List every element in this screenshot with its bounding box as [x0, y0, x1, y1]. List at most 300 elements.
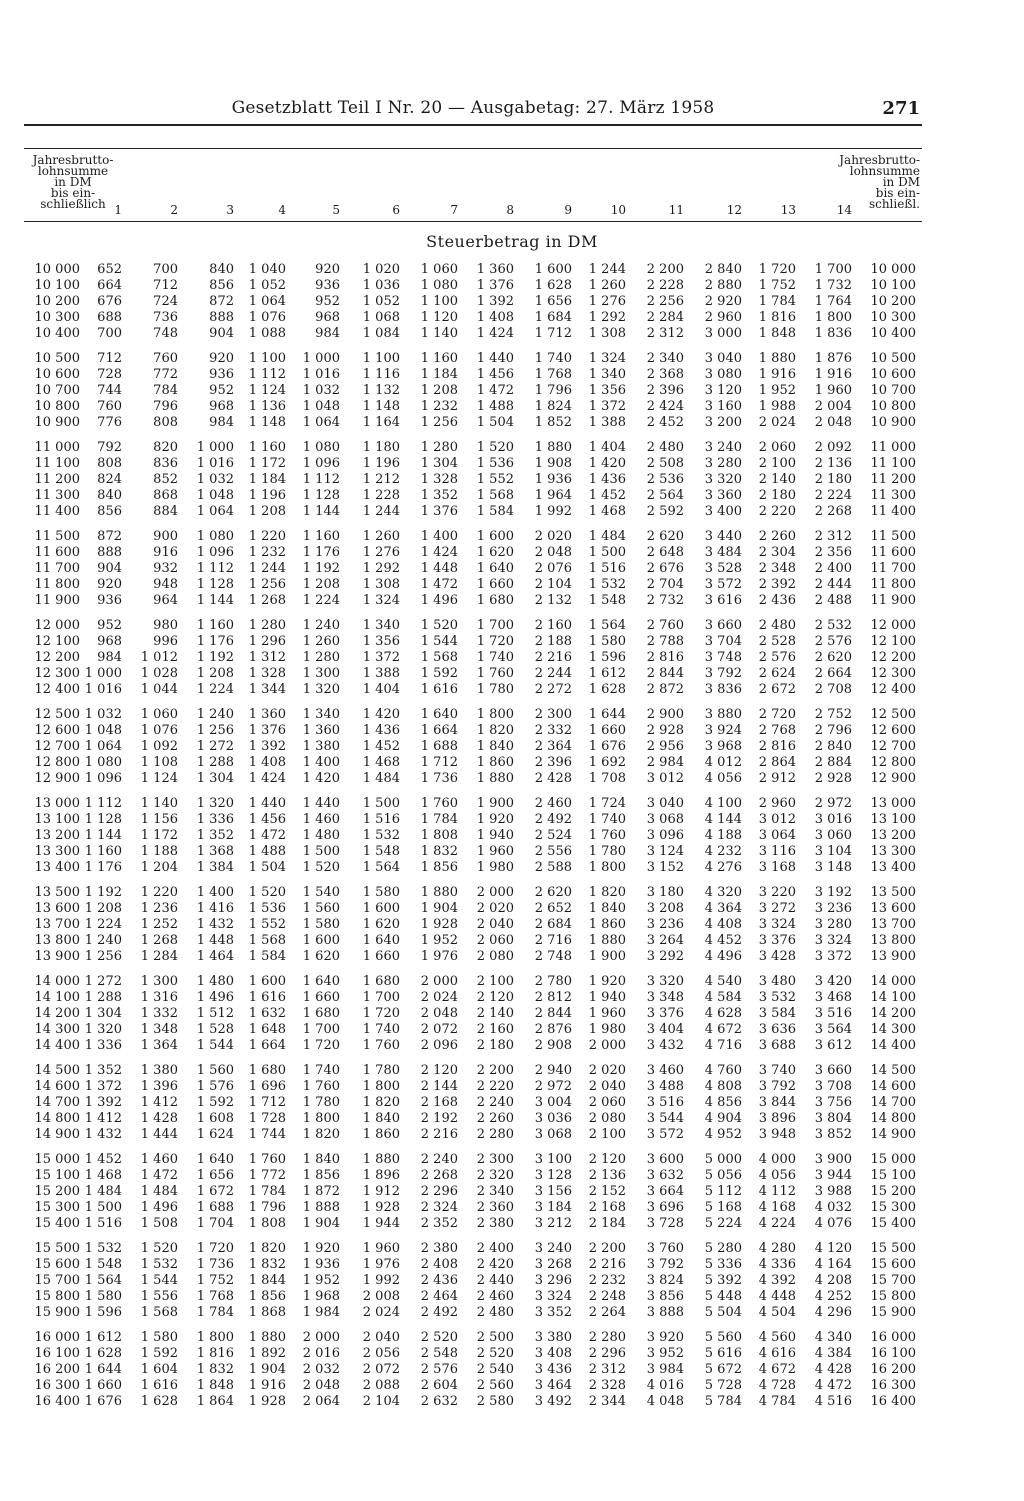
- tax-cell: 4 164: [814, 1257, 852, 1272]
- tax-cell: 3 420: [814, 974, 852, 989]
- tax-cell: 1 184: [420, 367, 458, 382]
- tax-cell: 2 180: [814, 472, 852, 487]
- tax-cell: 4 056: [758, 1168, 796, 1183]
- tax-cell: 2 380: [476, 1216, 514, 1231]
- tax-cell: 1 160: [196, 618, 234, 633]
- tax-cell: 1 112: [84, 796, 122, 811]
- tax-cell: 1 496: [196, 990, 234, 1005]
- table-row: [0, 326, 1024, 342]
- income-cell-right: 14 300: [870, 1022, 916, 1037]
- table-row: [0, 812, 1024, 828]
- table-row: [0, 650, 1024, 666]
- tax-cell: 968: [209, 399, 234, 414]
- tax-cell: 2 536: [646, 472, 684, 487]
- income-cell-right: 15 100: [870, 1168, 916, 1183]
- tax-cell: 1 272: [84, 974, 122, 989]
- income-cell: 12 600: [34, 723, 80, 738]
- tax-cell: 3 156: [534, 1184, 572, 1199]
- tax-cell: 1 404: [588, 440, 626, 455]
- tax-cell: 1 660: [476, 577, 514, 592]
- tax-cell: 1 444: [140, 1127, 178, 1142]
- tax-cell: 784: [153, 383, 178, 398]
- tax-cell: 868: [153, 488, 178, 503]
- tax-cell: 2 180: [758, 488, 796, 503]
- tax-cell: 3 064: [758, 828, 796, 843]
- tax-cell: 1 920: [588, 974, 626, 989]
- tax-cell: 3 016: [814, 812, 852, 827]
- tax-cell: 2 348: [758, 561, 796, 576]
- tax-cell: 1 048: [84, 723, 122, 738]
- tax-cell: 3 036: [534, 1111, 572, 1126]
- tax-cell: 2 672: [758, 682, 796, 697]
- tax-cell: 1 412: [84, 1111, 122, 1126]
- tax-cell: 1 468: [84, 1168, 122, 1183]
- tax-cell: 1 644: [84, 1362, 122, 1377]
- income-cell: 13 700: [34, 917, 80, 932]
- tax-cell: 3 748: [704, 650, 742, 665]
- table-row: [0, 399, 1024, 415]
- tax-cell: 2 144: [420, 1079, 458, 1094]
- tax-cell: 1 432: [196, 917, 234, 932]
- tax-cell: 1 732: [814, 278, 852, 293]
- tax-cell: 4 452: [704, 933, 742, 948]
- tax-cell: 1 692: [588, 755, 626, 770]
- tax-cell: 2 652: [534, 901, 572, 916]
- tax-cell: 1 172: [140, 828, 178, 843]
- tax-cell: 4 428: [814, 1362, 852, 1377]
- tax-cell: 1 712: [420, 755, 458, 770]
- tax-cell: 2 272: [534, 682, 572, 697]
- income-cell: 14 100: [34, 990, 80, 1005]
- income-cell-right: 14 200: [870, 1006, 916, 1021]
- tax-cell: 1 852: [534, 415, 572, 430]
- tax-cell: 3 060: [814, 828, 852, 843]
- tax-cell: 1 176: [302, 545, 340, 560]
- tax-cell: 1 240: [196, 707, 234, 722]
- tax-cell: 1 544: [196, 1038, 234, 1053]
- income-cell-right: 13 200: [870, 828, 916, 843]
- tax-cell: 1 940: [588, 990, 626, 1005]
- table-row: [0, 634, 1024, 650]
- tax-cell: 3 068: [534, 1127, 572, 1142]
- tax-cell: 1 420: [588, 456, 626, 471]
- tax-cell: 1 592: [196, 1095, 234, 1110]
- table-subtitle: Steuerbetrag in DM: [426, 232, 598, 251]
- tax-cell: 1 280: [248, 618, 286, 633]
- tax-cell: 728: [97, 367, 122, 382]
- income-cell-right: 15 600: [870, 1257, 916, 1272]
- income-cell-right: 15 300: [870, 1200, 916, 1215]
- tax-cell: 2 312: [646, 326, 684, 341]
- tax-cell: 1 384: [196, 860, 234, 875]
- income-label-right-line: schließl.: [868, 197, 920, 211]
- tax-cell: 3 988: [814, 1184, 852, 1199]
- tax-cell: 2 060: [758, 440, 796, 455]
- income-cell: 11 200: [34, 472, 80, 487]
- tax-cell: 1 760: [420, 796, 458, 811]
- tax-cell: 2 664: [814, 666, 852, 681]
- tax-cell: 2 440: [476, 1273, 514, 1288]
- tax-cell: 1 700: [362, 990, 400, 1005]
- tax-cell: 1 472: [420, 577, 458, 592]
- tax-cell: 1 376: [248, 723, 286, 738]
- tax-cell: 872: [209, 294, 234, 309]
- tax-cell: 2 040: [476, 917, 514, 932]
- tax-cell: 1 628: [84, 1346, 122, 1361]
- tax-cell: 3 704: [704, 634, 742, 649]
- tax-cell: 1 864: [196, 1394, 234, 1409]
- tax-cell: 4 560: [758, 1330, 796, 1345]
- tax-cell: 1 000: [302, 351, 340, 366]
- tax-cell: 1 740: [362, 1022, 400, 1037]
- tax-cell: 1 480: [196, 974, 234, 989]
- tax-cell: 2 296: [588, 1346, 626, 1361]
- table-row: [0, 723, 1024, 739]
- tax-cell: 1 488: [248, 844, 286, 859]
- tax-cell: 3 600: [646, 1152, 684, 1167]
- tax-cell: 1 288: [84, 990, 122, 1005]
- tax-cell: 1 620: [362, 917, 400, 932]
- tax-cell: 3 564: [814, 1022, 852, 1037]
- tax-cell: 1 356: [362, 634, 400, 649]
- column-number: 10: [610, 203, 626, 217]
- tax-cell: 1 424: [476, 326, 514, 341]
- tax-cell: 5 056: [704, 1168, 742, 1183]
- tax-cell: 760: [153, 351, 178, 366]
- table-row: [0, 901, 1024, 917]
- income-cell: 11 900: [34, 593, 80, 608]
- tax-cell: 4 296: [814, 1305, 852, 1320]
- tax-cell: 984: [97, 650, 122, 665]
- tax-cell: 3 012: [758, 812, 796, 827]
- tax-cell: 2 228: [646, 278, 684, 293]
- tax-cell: 1 440: [476, 351, 514, 366]
- tax-cell: 1 108: [140, 755, 178, 770]
- tax-cell: 1 872: [302, 1184, 340, 1199]
- tax-cell: 2 760: [646, 618, 684, 633]
- tax-cell: 3 792: [704, 666, 742, 681]
- tax-cell: 3 900: [814, 1152, 852, 1167]
- tax-cell: 1 100: [362, 351, 400, 366]
- tax-cell: 1 592: [140, 1346, 178, 1361]
- tax-cell: 3 660: [814, 1063, 852, 1078]
- tax-cell: 2 180: [476, 1038, 514, 1053]
- tax-cell: 3 280: [704, 456, 742, 471]
- tax-cell: 3 852: [814, 1127, 852, 1142]
- income-cell: 12 700: [34, 739, 80, 754]
- tax-cell: 1 976: [362, 1257, 400, 1272]
- tax-cell: 2 588: [534, 860, 572, 875]
- tax-cell: 2 300: [534, 707, 572, 722]
- tax-cell: 2 280: [476, 1127, 514, 1142]
- tax-cell: 3 128: [534, 1168, 572, 1183]
- tax-cell: 4 016: [646, 1378, 684, 1393]
- tax-cell: 3 492: [534, 1394, 572, 1409]
- tax-cell: 3 268: [534, 1257, 572, 1272]
- tax-cell: 980: [153, 618, 178, 633]
- tax-cell: 1 352: [196, 828, 234, 843]
- tax-cell: 1 576: [196, 1079, 234, 1094]
- tax-cell: 1 240: [84, 933, 122, 948]
- tax-cell: 1 784: [420, 812, 458, 827]
- income-label-left-line: schließlich: [40, 197, 106, 211]
- tax-cell: 5 616: [704, 1346, 742, 1361]
- tax-cell: 2 520: [420, 1330, 458, 1345]
- tax-cell: 1 260: [362, 529, 400, 544]
- table-row: [0, 310, 1024, 326]
- tax-cell: 1 684: [534, 310, 572, 325]
- income-cell-right: 14 000: [870, 974, 916, 989]
- tax-cell: 1 960: [814, 383, 852, 398]
- tax-cell: 2 340: [476, 1184, 514, 1199]
- table-row: [0, 1330, 1024, 1346]
- tax-cell: 1 424: [420, 545, 458, 560]
- tax-cell: 1 080: [420, 278, 458, 293]
- tax-cell: 2 796: [814, 723, 852, 738]
- tax-cell: 2 136: [588, 1168, 626, 1183]
- tax-cell: 2 732: [646, 593, 684, 608]
- tax-cell: 2 244: [534, 666, 572, 681]
- tax-cell: 2 620: [534, 885, 572, 900]
- tax-cell: 1 824: [534, 399, 572, 414]
- tax-cell: 2 460: [534, 796, 572, 811]
- tax-cell: 1 468: [588, 504, 626, 519]
- tax-cell: 2 380: [420, 1241, 458, 1256]
- tax-cell: 1 404: [362, 682, 400, 697]
- tax-cell: 1 220: [140, 885, 178, 900]
- tax-cell: 2 780: [534, 974, 572, 989]
- income-cell-right: 13 100: [870, 812, 916, 827]
- tax-cell: 2 092: [814, 440, 852, 455]
- column-number: 3: [226, 203, 234, 217]
- tax-cell: 2 716: [534, 933, 572, 948]
- tax-cell: 1 656: [534, 294, 572, 309]
- tax-cell: 1 780: [302, 1095, 340, 1110]
- tax-cell: 1 076: [248, 310, 286, 325]
- tax-cell: 1 656: [196, 1168, 234, 1183]
- income-cell-right: 13 800: [870, 933, 916, 948]
- income-cell-right: 10 700: [870, 383, 916, 398]
- tax-cell: 2 312: [814, 529, 852, 544]
- table-row: [0, 1362, 1024, 1378]
- income-cell: 14 800: [34, 1111, 80, 1126]
- tax-cell: 3 376: [646, 1006, 684, 1021]
- income-cell: 13 600: [34, 901, 80, 916]
- tax-cell: 1 604: [140, 1362, 178, 1377]
- tax-cell: 748: [153, 326, 178, 341]
- tax-cell: 2 392: [758, 577, 796, 592]
- tax-cell: 2 120: [420, 1063, 458, 1078]
- tax-cell: 1 224: [84, 917, 122, 932]
- tax-cell: 2 056: [362, 1346, 400, 1361]
- tax-cell: 2 500: [476, 1330, 514, 1345]
- tax-cell: 1 628: [588, 682, 626, 697]
- tax-cell: 4 384: [814, 1346, 852, 1361]
- tax-cell: 1 912: [362, 1184, 400, 1199]
- tax-cell: 3 292: [646, 949, 684, 964]
- income-cell: 11 300: [34, 488, 80, 503]
- tax-cell: 1 976: [420, 949, 458, 964]
- tax-cell: 1 712: [248, 1095, 286, 1110]
- income-cell: 13 400: [34, 860, 80, 875]
- tax-cell: 904: [209, 326, 234, 341]
- tax-cell: 1 376: [420, 504, 458, 519]
- tax-cell: 1 720: [302, 1038, 340, 1053]
- tax-cell: 3 696: [646, 1200, 684, 1215]
- tax-cell: 2 080: [588, 1111, 626, 1126]
- tax-cell: 1 720: [196, 1241, 234, 1256]
- tax-cell: 2 216: [534, 650, 572, 665]
- tax-cell: 1 672: [196, 1184, 234, 1199]
- income-cell-right: 12 600: [870, 723, 916, 738]
- tax-cell: 3 480: [758, 974, 796, 989]
- tax-cell: 1 064: [302, 415, 340, 430]
- tax-cell: 776: [97, 415, 122, 430]
- tax-cell: 1 600: [248, 974, 286, 989]
- tax-cell: 4 048: [646, 1394, 684, 1409]
- tax-cell: 1 936: [302, 1257, 340, 1272]
- tax-cell: 1 276: [362, 545, 400, 560]
- tax-cell: 4 320: [704, 885, 742, 900]
- page-title: Gesetzblatt Teil I Nr. 20 — Ausgabetag: 27. März 1958: [231, 98, 715, 118]
- tax-cell: 1 772: [248, 1168, 286, 1183]
- income-cell: 12 000: [34, 618, 80, 633]
- tax-cell: 5 392: [704, 1273, 742, 1288]
- tax-cell: 1 308: [588, 326, 626, 341]
- tax-cell: 3 296: [534, 1273, 572, 1288]
- tax-cell: 1 136: [248, 399, 286, 414]
- tax-cell: 920: [315, 262, 340, 277]
- tax-cell: 4 276: [704, 860, 742, 875]
- tax-cell: 3 792: [646, 1257, 684, 1272]
- tax-cell: 1 120: [420, 310, 458, 325]
- tax-cell: 1 660: [362, 949, 400, 964]
- tax-cell: 2 220: [476, 1079, 514, 1094]
- tax-cell: 1 128: [196, 577, 234, 592]
- tax-cell: 4 628: [704, 1006, 742, 1021]
- income-cell-right: 13 300: [870, 844, 916, 859]
- tax-cell: 4 252: [814, 1289, 852, 1304]
- tax-cell: 2 480: [476, 1305, 514, 1320]
- tax-cell: 1 904: [302, 1216, 340, 1231]
- table-row: [0, 990, 1024, 1006]
- tax-cell: 808: [153, 415, 178, 430]
- column-number: 13: [780, 203, 796, 217]
- tax-cell: 1 372: [588, 399, 626, 414]
- tax-cell: 3 664: [646, 1184, 684, 1199]
- tax-cell: 1 960: [362, 1241, 400, 1256]
- tax-cell: 1 504: [248, 860, 286, 875]
- tax-cell: 1 928: [420, 917, 458, 932]
- tax-cell: 1 244: [362, 504, 400, 519]
- tax-cell: 1 240: [302, 618, 340, 633]
- tax-cell: 2 132: [534, 593, 572, 608]
- tax-cell: 1 484: [84, 1184, 122, 1199]
- tax-cell: 1 752: [196, 1273, 234, 1288]
- tax-cell: 4 168: [758, 1200, 796, 1215]
- tax-cell: 1 140: [420, 326, 458, 341]
- tax-cell: 1 496: [420, 593, 458, 608]
- tax-cell: 1 176: [84, 860, 122, 875]
- tax-cell: 1 860: [588, 917, 626, 932]
- tax-cell: 664: [97, 278, 122, 293]
- tax-cell: 2 620: [646, 529, 684, 544]
- tax-cell: 3 516: [814, 1006, 852, 1021]
- tax-cell: 1 680: [302, 1006, 340, 1021]
- income-cell: 10 900: [34, 415, 80, 430]
- tax-cell: 1 568: [248, 933, 286, 948]
- tax-cell: 2 748: [534, 949, 572, 964]
- tax-cell: 1 880: [476, 771, 514, 786]
- table-row: [0, 577, 1024, 593]
- tax-cell: 3 436: [534, 1362, 572, 1377]
- tax-cell: 1 880: [420, 885, 458, 900]
- tax-cell: 1 600: [302, 933, 340, 948]
- tax-cell: 1 448: [420, 561, 458, 576]
- income-cell: 13 800: [34, 933, 80, 948]
- table-row: [0, 1305, 1024, 1321]
- tax-cell: 1 780: [476, 682, 514, 697]
- tax-cell: 1 184: [248, 472, 286, 487]
- tax-cell: 2 532: [814, 618, 852, 633]
- tax-cell: 2 100: [758, 456, 796, 471]
- tax-cell: 968: [315, 310, 340, 325]
- tax-cell: 1 856: [248, 1289, 286, 1304]
- tax-cell: 5 728: [704, 1378, 742, 1393]
- tax-cell: 2 508: [646, 456, 684, 471]
- income-cell: 16 000: [34, 1330, 80, 1345]
- tax-cell: 1 808: [420, 828, 458, 843]
- tax-cell: 2 340: [646, 351, 684, 366]
- tax-cell: 1 260: [302, 634, 340, 649]
- tax-cell: 1 096: [84, 771, 122, 786]
- tax-cell: 872: [97, 529, 122, 544]
- income-cell: 15 400: [34, 1216, 80, 1231]
- tax-cell: 1 856: [302, 1168, 340, 1183]
- tax-cell: 2 840: [814, 739, 852, 754]
- tax-cell: 2 184: [588, 1216, 626, 1231]
- tax-cell: 1 100: [420, 294, 458, 309]
- income-cell-right: 13 600: [870, 901, 916, 916]
- tax-cell: 1 284: [140, 949, 178, 964]
- tax-cell: 1 844: [248, 1273, 286, 1288]
- income-cell: 15 900: [34, 1305, 80, 1320]
- income-cell: 11 100: [34, 456, 80, 471]
- tax-cell: 4 120: [814, 1241, 852, 1256]
- tax-cell: 1 584: [248, 949, 286, 964]
- income-cell-right: 13 400: [870, 860, 916, 875]
- tax-cell: 712: [97, 351, 122, 366]
- tax-cell: 1 176: [196, 634, 234, 649]
- column-header: [24, 148, 922, 222]
- income-cell: 10 800: [34, 399, 80, 414]
- tax-cell: 920: [209, 351, 234, 366]
- tax-cell: 1 208: [420, 383, 458, 398]
- tax-cell: 2 232: [588, 1273, 626, 1288]
- tax-cell: 1 408: [248, 755, 286, 770]
- tax-cell: 1 904: [420, 901, 458, 916]
- income-cell: 15 700: [34, 1273, 80, 1288]
- tax-cell: 1 720: [362, 1006, 400, 1021]
- tax-cell: 3 572: [704, 577, 742, 592]
- tax-cell: 2 972: [534, 1079, 572, 1094]
- tax-cell: 2 024: [758, 415, 796, 430]
- tax-cell: 1 600: [362, 901, 400, 916]
- income-cell-right: 15 800: [870, 1289, 916, 1304]
- tax-cell: 4 856: [704, 1095, 742, 1110]
- tax-cell: 1 456: [248, 812, 286, 827]
- tax-cell: 1 548: [362, 844, 400, 859]
